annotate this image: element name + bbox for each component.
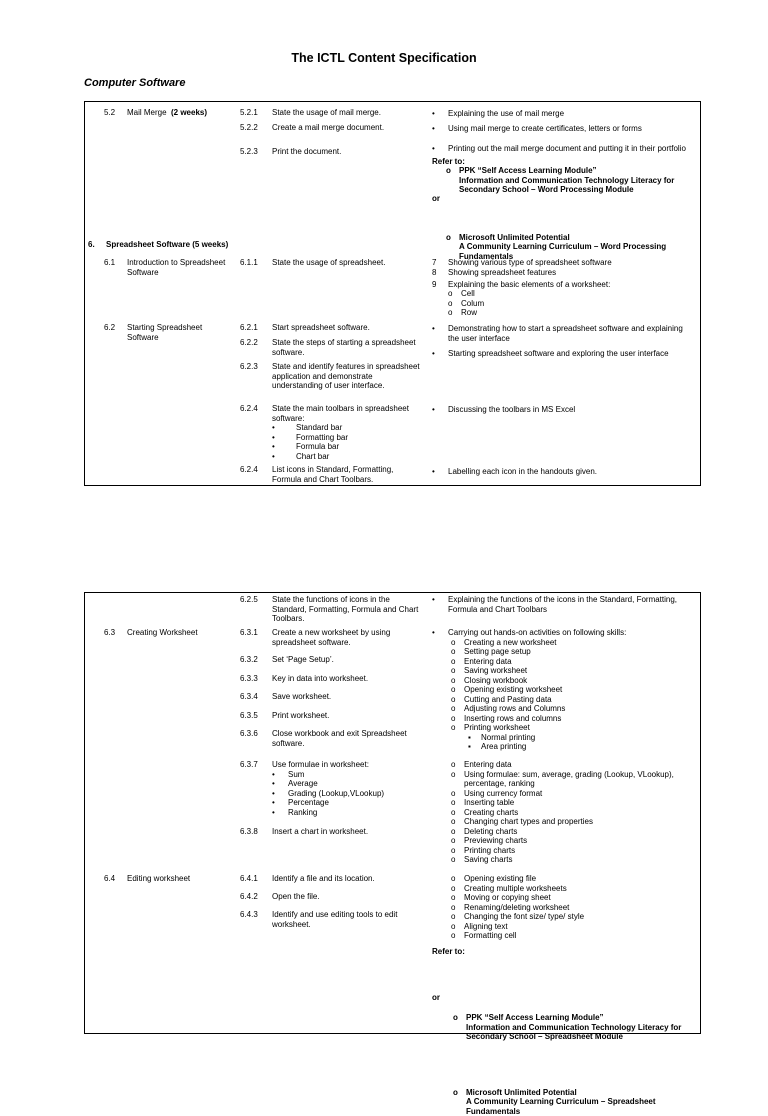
skill-item: o Setting page setup (451, 647, 692, 657)
activity-item (432, 268, 692, 278)
skill-item: o Saving worksheet (451, 666, 692, 676)
reference-line: Secondary School – Spreadsheet Module (466, 1032, 768, 1042)
reference-ppk (453, 1013, 768, 1042)
skill-item-continued: percentage, ranking (451, 779, 696, 789)
outcome-line: State the functions of icons in the (272, 595, 418, 605)
reference-line: Information and Communication Technology Literacy for (459, 176, 768, 186)
outcome-number: 6.4.1 (240, 874, 258, 884)
reference-title: o PPK “Self Access Learning Module” (459, 166, 768, 176)
outcome-text: Identify a file and its location. (272, 874, 375, 884)
activity-list-6-3-7 (451, 760, 696, 865)
refer-to-label: Refer to: (432, 947, 465, 957)
outcome-text (272, 404, 409, 461)
topic-label-line: Starting Spreadsheet (127, 323, 202, 333)
outcome-text: Insert a chart in worksheet. (272, 827, 368, 837)
skill-item: o Changing the font size/ type/ style (451, 912, 696, 922)
skill-item: o Opening existing worksheet (451, 685, 692, 695)
reference-line: A Community Learning Curriculum – Spreadsheet (466, 1097, 768, 1107)
outcome-number: 6.3.7 (240, 760, 258, 770)
section-subtitle: Computer Software (84, 77, 185, 90)
skill-item: o Aligning text (451, 922, 696, 932)
activity-explore-interface: • Starting spreadsheet software and exploring the user interface (448, 349, 669, 359)
skill-item: o Entering data (451, 657, 692, 667)
outcome-line: software. (272, 348, 416, 358)
skill-item: o Using formulae: sum, average, grading (Lookup, VLookup), (451, 770, 696, 780)
toolbar-item: • Formatting bar (272, 433, 409, 443)
reference-title: o Microsoft Unlimited Potential (466, 1088, 768, 1098)
printing-options (451, 733, 692, 752)
topic-label (127, 258, 225, 277)
skill-item: o Deleting charts (451, 827, 696, 837)
skill-item: o Printing charts (451, 846, 696, 856)
outcome-number: 6.3.5 (240, 711, 258, 721)
reference-microsoft (446, 233, 768, 262)
outcome-text (272, 338, 416, 357)
outcome-line: Use formulae in worksheet: (272, 760, 384, 770)
outcome-number: 5.2.3 (240, 147, 258, 157)
activity-heading: • Carrying out hands-on activities on following skills: (448, 628, 708, 638)
or-label: or (432, 194, 440, 204)
outcome-line: worksheet. (272, 920, 397, 930)
toolbar-item: • Formula bar (272, 442, 409, 452)
outcome-number: 6.3.1 (240, 628, 258, 638)
outcome-text (272, 760, 384, 817)
topic-label: Editing worksheet (127, 874, 190, 884)
outcome-line: software. (272, 739, 407, 749)
formula-item: • Ranking (272, 808, 384, 818)
topic-duration: (2 weeks) (171, 108, 207, 118)
outcome-line: State the main toolbars in spreadsheet (272, 404, 409, 414)
outcome-text: Save worksheet. (272, 692, 331, 702)
formula-item: • Sum (272, 770, 384, 780)
outcome-number: 6.3.6 (240, 729, 258, 739)
outcome-line: understanding of user interface. (272, 381, 420, 391)
activity-mail-merge-use: • Explaining the use of mail merge (448, 109, 564, 119)
outcome-line: State the steps of starting a spreadsheet (272, 338, 416, 348)
topic-label-line: Software (127, 333, 202, 343)
toolbar-item: • Chart bar (272, 452, 409, 462)
topic-number: 6.3 (104, 628, 115, 638)
skill-item: o Inserting rows and columns (451, 714, 692, 724)
activity-list-6-3 (432, 628, 692, 752)
skill-item: o Formatting cell (451, 931, 696, 941)
reference-line: Secondary School – Word Processing Module (459, 185, 768, 195)
or-label: or (432, 993, 440, 1003)
activity-item (432, 280, 692, 290)
sub-item: o Row (448, 308, 692, 318)
outcome-text: Print worksheet. (272, 711, 329, 721)
outcome-line: Identify and use editing tools to edit (272, 910, 397, 920)
reference-line: Fundamentals (459, 252, 768, 262)
outcome-text: Print the document. (272, 147, 341, 157)
outcome-number: 6.2.1 (240, 323, 258, 333)
outcome-text: Create a mail merge document. (272, 123, 384, 133)
worksheet-elements (432, 289, 692, 318)
skill-item: o Using currency format (451, 789, 696, 799)
section-label: Spreadsheet Software (5 weeks) (106, 240, 228, 250)
skill-item: o Adjusting rows and Columns (451, 704, 692, 714)
activity-icon-functions (448, 595, 677, 614)
topic-label: Creating Worksheet (127, 628, 198, 638)
activity-item (432, 258, 692, 268)
skill-item: o Saving charts (451, 855, 696, 865)
reference-title: o PPK “Self Access Learning Module” (466, 1013, 768, 1023)
skill-item: o Previewing charts (451, 836, 696, 846)
section-number: 6. (88, 240, 95, 250)
outcome-number: 6.3.4 (240, 692, 258, 702)
skill-item: o Creating multiple worksheets (451, 884, 696, 894)
activity-start-spreadsheet (448, 324, 683, 343)
outcome-text (272, 595, 418, 624)
skill-item: o Entering data (451, 760, 696, 770)
item-number: 9 (432, 280, 436, 290)
refer-to-label: Refer to: (432, 157, 465, 167)
skill-item: o Changing chart types and properties (451, 817, 696, 827)
outcome-number: 6.1.1 (240, 258, 258, 268)
item-number: 8 (432, 268, 436, 278)
activity-discuss-toolbars: • Discussing the toolbars in MS Excel (448, 405, 575, 415)
outcome-text (272, 362, 420, 391)
activity-mail-merge-print: • Printing out the mail merge document and putting it in their portfolio (448, 144, 686, 154)
topic-label: Mail Merge (127, 108, 167, 118)
skill-item: o Opening existing file (451, 874, 696, 884)
reference-block-word (0, 0, 768, 57)
outcome-line: Create a new worksheet by using (272, 628, 390, 638)
outcome-text: Set ‘Page Setup’. (272, 655, 334, 665)
outcome-line: spreadsheet software. (272, 638, 390, 648)
skill-item: o Creating a new worksheet (451, 638, 692, 648)
reference-line: Information and Communication Technology Literacy for (466, 1023, 768, 1033)
item-number: 7 (432, 258, 436, 268)
outcome-line: State and identify features in spreadsheet (272, 362, 420, 372)
outcome-number: 6.2.5 (240, 595, 258, 605)
outcome-line: List icons in Standard, Formatting, (272, 465, 393, 475)
outcome-number: 6.2.4 (240, 404, 258, 414)
outcome-line: Formula and Chart Toolbars. (272, 475, 393, 485)
outcome-number: 5.2.1 (240, 108, 258, 118)
reference-line: Fundamentals (466, 1107, 768, 1116)
activity-list-6-1 (432, 258, 692, 318)
outcome-text (272, 910, 397, 929)
formula-item: • Grading (Lookup,VLookup) (272, 789, 384, 799)
topic-number: 5.2 (104, 108, 115, 118)
outcome-number: 5.2.2 (240, 123, 258, 133)
toolbar-item: • Standard bar (272, 423, 409, 433)
sub-item: o Colum (448, 299, 692, 309)
outcome-text (272, 628, 390, 647)
topic-number: 6.2 (104, 323, 115, 333)
outcome-number: 6.2.4 (240, 465, 258, 475)
outcome-number: 6.3.3 (240, 674, 258, 684)
page-title: The ICTL Content Specification (0, 51, 768, 65)
skill-item: o Creating charts (451, 808, 696, 818)
outcome-text: Key in data into worksheet. (272, 674, 368, 684)
printing-option: ▪ Normal printing (464, 733, 692, 743)
outcome-text (272, 729, 407, 748)
outcome-text: Open the file. (272, 892, 320, 902)
outcome-number: 6.2.2 (240, 338, 258, 348)
activity-label-icons: • Labelling each icon in the handouts given. (448, 467, 597, 477)
formula-item: • Average (272, 779, 384, 789)
activity-line: • Demonstrating how to start a spreadsheet software and explaining (448, 324, 683, 334)
activity-list-6-4 (451, 874, 696, 941)
activity-line: • Explaining the functions of the icons in the Standard, Formatting, (448, 595, 677, 605)
outcome-line: Standard, Formatting, Formula and Chart (272, 605, 418, 615)
outcome-line: software: (272, 414, 409, 424)
reference-microsoft (453, 1088, 768, 1116)
outcome-text: Start spreadsheet software. (272, 323, 370, 333)
skill-item: o Closing workbook (451, 676, 692, 686)
activity-mail-merge-create: • Using mail merge to create certificates, letters or forms (448, 124, 642, 134)
topic-label (127, 323, 202, 342)
skill-item: o Renaming/deleting worksheet (451, 903, 696, 913)
topic-label-line: Software (127, 268, 225, 278)
formula-item: • Percentage (272, 798, 384, 808)
item-text: Explaining the basic elements of a worksheet: (448, 280, 610, 289)
skill-item: o Cutting and Pasting data (451, 695, 692, 705)
outcome-line: application and demonstrate (272, 372, 420, 382)
outcome-text (272, 465, 393, 484)
item-text: Showing various type of spreadsheet software (448, 258, 612, 267)
outcome-text: State the usage of spreadsheet. (272, 258, 385, 268)
outcome-line: Close workbook and exit Spreadsheet (272, 729, 407, 739)
outcome-number: 6.3.8 (240, 827, 258, 837)
outcome-number: 6.4.3 (240, 910, 258, 920)
skill-list (432, 638, 692, 752)
item-text: Showing spreadsheet features (448, 268, 556, 277)
outcome-number: 6.2.3 (240, 362, 258, 372)
outcome-number: 6.3.2 (240, 655, 258, 665)
topic-label-line: Introduction to Spreadsheet (127, 258, 225, 268)
reference-ppk (446, 166, 768, 195)
activity-line: Formula and Chart Toolbars (448, 605, 677, 615)
outcome-line: Toolbars. (272, 614, 418, 624)
topic-number: 6.4 (104, 874, 115, 884)
skill-item: o Printing worksheet (451, 723, 692, 733)
outcome-number: 6.4.2 (240, 892, 258, 902)
skill-item: o Moving or copying sheet (451, 893, 696, 903)
printing-option: ▪ Area printing (464, 742, 692, 752)
topic-number: 6.1 (104, 258, 115, 268)
activity-line: the user interface (448, 334, 683, 344)
sub-item: o Cell (448, 289, 692, 299)
reference-title: o Microsoft Unlimited Potential (459, 233, 768, 243)
skill-item: o Inserting table (451, 798, 696, 808)
outcome-text: State the usage of mail merge. (272, 108, 381, 118)
reference-line: A Community Learning Curriculum – Word Processing (459, 242, 768, 252)
